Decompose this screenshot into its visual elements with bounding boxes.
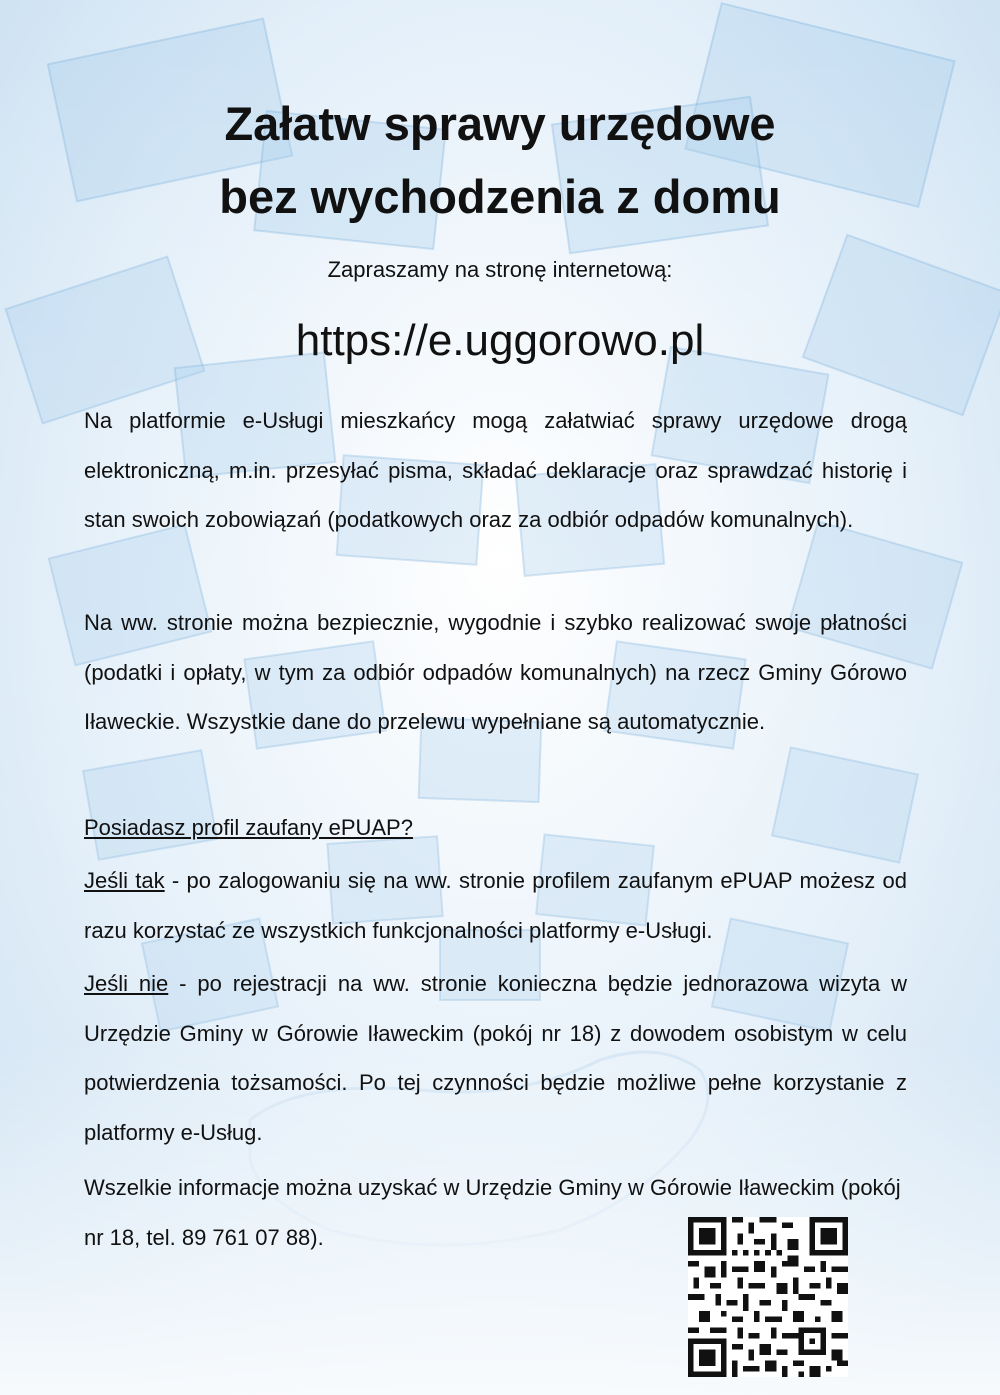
paragraph-contact: Wszelkie informacje można uzyskać w Urzędzie Gminy w Górowie Iławeckim (pokój nr 18, tel. 89 761 07 88).: [84, 1175, 901, 1250]
if-yes-text: - po zalogowaniu się na ww. stronie profilem zaufanym ePUAP możesz od razu korzystać ze wszystkich funkcjonalności platformy e-Usługi.: [84, 868, 907, 943]
if-no-text: - po rejestracji na ww. stronie konieczna będzie jednorazowa wizyta w Urzędzie Gminy w Górowie Iławeckim (pokój nr 18) z dowodem osobistym w celu potwierdzenia tożsamości. Po tej czynności będzie możliwe pełne korzystanie z platformy e-Usług.: [84, 971, 907, 1145]
paragraph-platform-intro: Na platformie e-Usługi mieszkańcy mogą załatwiać sprawy urzędowe drogą elektroniczną, m.in. przesyłać pisma, składać deklaracje oraz sprawdzać historię i stan swoich zobowiązań (podatkowych oraz za odbiór odpadów komunalnych).: [84, 408, 907, 532]
paragraph-if-yes: [84, 856, 907, 955]
invite-text: Zapraszamy na stronę internetową:: [327, 257, 673, 282]
epuap-question-text: Posiadasz profil zaufany ePUAP?: [84, 815, 413, 840]
paragraph-if-no: [84, 959, 907, 1157]
page-title-line-2: bez wychodzenia z domu: [219, 170, 781, 223]
epuap-question: [84, 803, 907, 853]
if-yes-label: Jeśli tak: [84, 868, 165, 893]
website-link[interactable]: https://e.uggorowo.pl: [295, 316, 705, 365]
if-no-label: Jeśli nie: [84, 971, 169, 996]
page-title-line-1: Załatw sprawy urzędowe: [224, 97, 776, 150]
paragraph-payments: Na ww. stronie można bezpiecznie, wygodnie i szybko realizować swoje płatności (podatki i opłaty, w tym za odbiór odpadów komunalnych) na rzecz Gminy Górowo Iławeckie. Wszystkie dane do przelewu wypełniane są automatycznie.: [84, 610, 907, 734]
qr-code-icon[interactable]: [688, 1217, 848, 1377]
